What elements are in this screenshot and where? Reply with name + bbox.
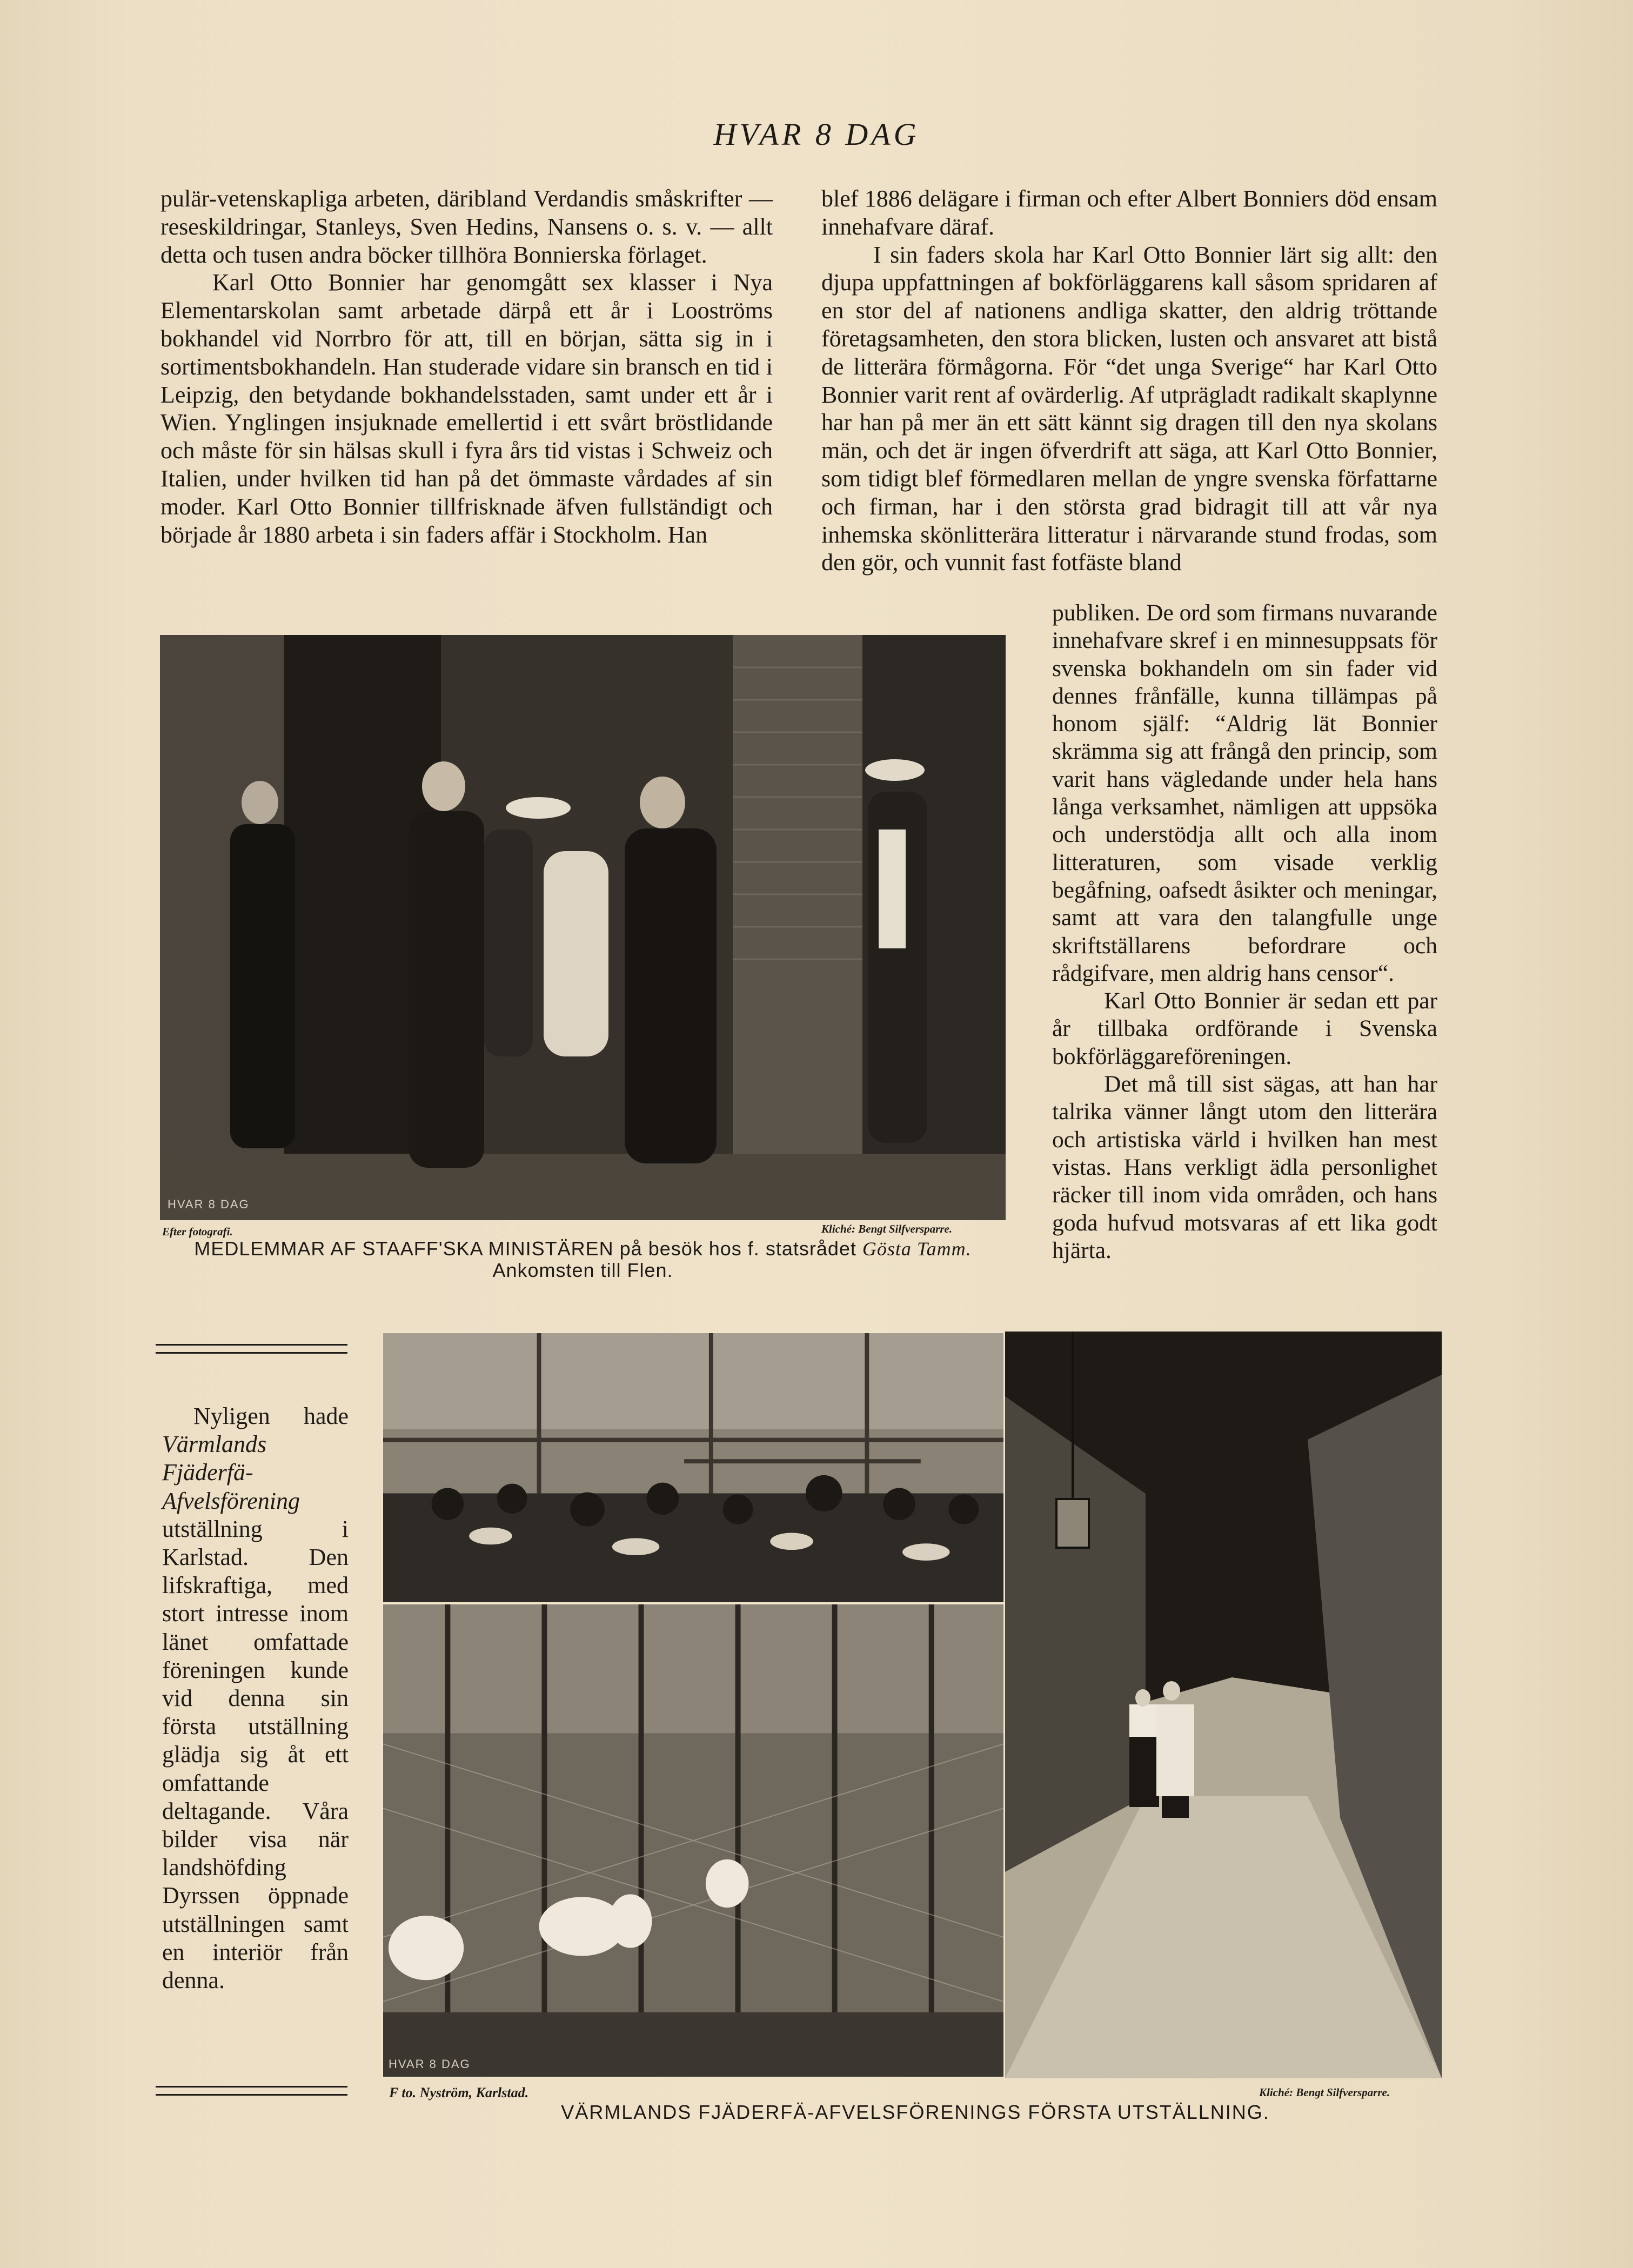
- double-rule: [156, 2086, 347, 2096]
- photo-credit: Efter fotografi.: [162, 1225, 233, 1238]
- poultry-cages-photo-image: [383, 1604, 1003, 2077]
- photo-watermark: HVAR 8 DAG: [389, 2057, 471, 2071]
- opening-photo: [382, 1332, 1005, 1604]
- exhibition-hall-photo: [1005, 1332, 1442, 2078]
- article-column-right: [821, 185, 1437, 577]
- article-column-narrow: [1052, 599, 1437, 1265]
- poultry-cages-photo: [382, 1603, 1005, 2078]
- opening-photo-image: [383, 1333, 1003, 1602]
- cliche-credit: Kliché: Bengt Silfversparre.: [821, 1222, 953, 1235]
- article-column-left: [160, 185, 773, 548]
- paragraph: [162, 1402, 349, 1995]
- caption-text: MEDLEMMAR AF STAAFF'SKA MINISTÄREN på besök hos f. statsrådet: [194, 1237, 862, 1260]
- sidebar-text-part: utställning i Karlstad. Den lifskraftiga, med stort intresse inom länet omfattade föreningen kunde vid denna sin första utställning glädja sig åt ett omfattande deltagande. Våra bilder visa när landshöfding Dyrssen öppnade utställningen samt en interiör från denna.: [162, 1515, 349, 1994]
- ministers-photo: [160, 635, 1006, 1220]
- page-header: HVAR 8 DAG: [713, 117, 920, 152]
- photo-credit: F to. Nyström, Karlstad.: [389, 2085, 529, 2100]
- paragraph: blef 1886 delägare i firman och efter Albert Bonniers död ensam innehafvare däraf.: [821, 185, 1437, 240]
- ministers-photo-image: [160, 635, 1006, 1220]
- paragraph: Karl Otto Bonnier är sedan ett par år tillbaka ordförande i Svenska bokförläggareföreningen.: [1052, 988, 1437, 1069]
- paragraph: publiken. De ord som firmans nuvarande innehafvare skref i en minnesuppsats för svenska bokhandeln om sin fader vid dennes frånfälle, kunna tillämpas på honom själf: “Aldrig lät Bonnier skrämma sig att frångå den princip, som varit hans vägledande under hela hans långa verksamhet, nämligen att uppsöka och understödja allt och alla inom litteraturen, som visade verklig begåfning, oafsedt åsikter och meningar, samt att vara den talangfulle unge skriftställarens befordrare och rådgifvare, men aldrig hans censor“.: [1052, 600, 1437, 986]
- paragraph: I sin faders skola har Karl Otto Bonnier lärt sig allt: den djupa uppfattningen af bokförläggarens kall såsom spridaren af en stor del af nationens andliga skatter, den aldrig tröttande företagsamheten, den stora blicken, lusten och ansvaret att bistå de litterära förmågorna. För “det unga Sverige“ har Karl Otto Bonnier varit rent af ovärderlig. Af utprägladt radikalt skaplynne har han på mer än ett sätt kännt sig dragen till den nya skolans män, och det är ingen öfverdrift att säga, att Karl Otto Bonnier, som tidigt blef förmedlaren mellan de yngre svenska författarne och firman, har i den största grad bidragit till att vår nya inhemska skönlitterära litteratur i närvarande stund frodas, som den gör, och vunnit fast fotfäste bland: [821, 241, 1437, 576]
- ministers-caption: [160, 1237, 1006, 1260]
- association-name: Värmlands Fjäderfä-Afvelsförening: [162, 1431, 300, 1514]
- paragraph: Karl Otto Bonnier har genomgått sex klasser i Nya Elementarskolan samt arbetade därpå ett år i Looströms bokhandel vid Norrbro för att, till en början, sätta sig in i sortimentsbokhandeln. Han studerade vidare sin bransch en tid i Leipzig, den betydande bokhandelsstaden, samt under ett år i Wien. Ynglingen insjuknade emellertid i ett svårt bröstlidande och måste för sin hälsas skull i fyra års tid vistas i Schweiz och Italien, under hvilken tid han på det ömmaste vårdades af sin moder. Karl Otto Bonnier tillfrisknade äfven fullständigt och började år 1880 arbeta i sin faders affär i Stockholm. Han: [160, 269, 773, 548]
- ministers-subcaption: Ankomsten till Flen.: [492, 1259, 673, 1281]
- exhibition-caption: VÄRMLANDS FJÄDERFÄ-AFVELSFÖRENINGS FÖRSTA UTSTÄLLNING.: [561, 2101, 1270, 2123]
- cliche-credit: Kliché: Bengt Silfversparre.: [1259, 2086, 1390, 2099]
- sidebar-text-part: Nyligen hade: [193, 1403, 349, 1429]
- photo-watermark: HVAR 8 DAG: [168, 1197, 250, 1211]
- exhibition-hall-photo-image: [1005, 1332, 1442, 2078]
- paragraph: pulär-vetenskapliga arbeten, däribland Verdandis småskrifter — reseskildringar, Stanleys, Sven Hedins, Nansens o. s. v. — allt detta och tusen andra böcker tillhöra Bonnierska förlaget.: [160, 185, 773, 268]
- paragraph: Det må till sist sägas, att han har talrika vänner långt utom den litterära och artistiska värld i hvilken han mest vistas. Hans verkligt ädla personlighet räcker till inom vida områden, och hans goda hufvud motsvaras af ett lika godt hjärta.: [1052, 1071, 1437, 1263]
- double-rule: [156, 1344, 347, 1354]
- caption-italic-name: Gösta Tamm.: [862, 1238, 972, 1260]
- sidebar-text: [162, 1402, 349, 1995]
